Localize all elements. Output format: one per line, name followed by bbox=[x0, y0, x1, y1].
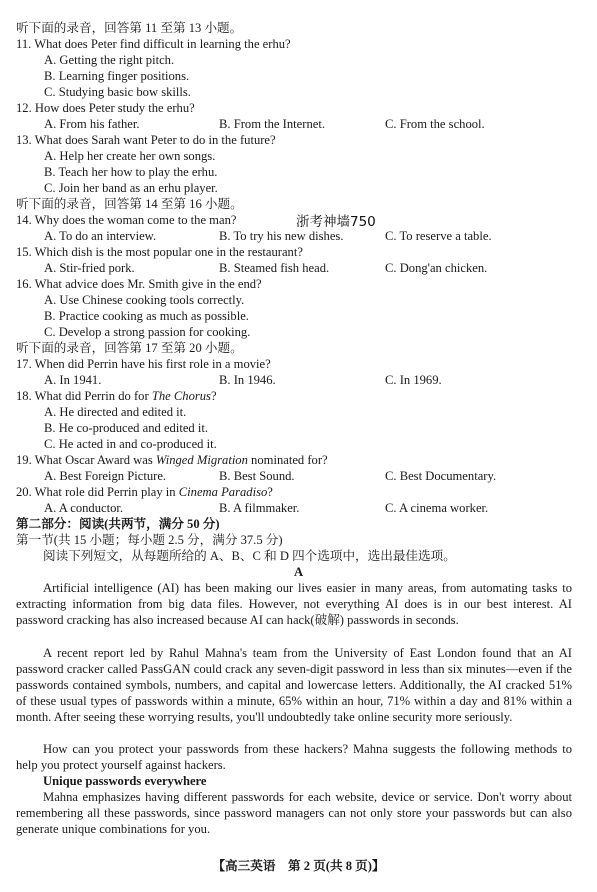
question-14-options bbox=[0, 228, 597, 244]
question-14-stem: 14. Why does the woman come to the man? bbox=[16, 213, 237, 227]
question-13-option-b: B. Teach her how to play the erhu. bbox=[44, 165, 218, 179]
question-11-option-c: C. Studying basic bow skills. bbox=[44, 85, 191, 99]
question-18-option-b: B. He co-produced and edited it. bbox=[44, 421, 209, 435]
question-13-option-a: A. Help her create her own songs. bbox=[44, 149, 216, 163]
question-12-stem: 12. How does Peter study the erhu? bbox=[16, 101, 195, 115]
question-16-option-b: B. Practice cooking as much as possible. bbox=[44, 309, 249, 323]
question-15-stem: 15. Which dish is the most popular one in the restaurant? bbox=[16, 245, 303, 259]
question-18-option-a: A. He directed and edited it. bbox=[44, 405, 187, 419]
question-15-options bbox=[0, 260, 597, 276]
section-heading-14-16: 听下面的录音，回答第 14 至第 16 小题。 bbox=[16, 197, 243, 211]
question-17-options bbox=[0, 372, 597, 388]
question-19-stem-text: 19. What Oscar Award was bbox=[16, 453, 156, 467]
question-13-option-c: C. Join her band as an erhu player. bbox=[44, 181, 218, 195]
section-heading-11-13: 听下面的录音，回答第 11 至第 13 小题。 bbox=[16, 21, 243, 35]
question-18-option-c: C. He acted in and co-produced it. bbox=[44, 437, 217, 451]
question-15-option-c: C. Dong'an chicken. bbox=[385, 261, 488, 275]
passage-paragraph-1: Artificial intelligence (AI) has been making our lives easier in many areas, from automating tasks to extracting information from big data files. However, not everything AI does is in our best interest. AI password cracking has also increased because AI can hack(破解) passwords in seconds. bbox=[16, 581, 572, 628]
question-20-stem-end: ? bbox=[267, 485, 273, 499]
question-20-options bbox=[0, 500, 597, 516]
part-two-title: 第二部分：阅读(共两节，满分 50 分) bbox=[16, 517, 220, 531]
question-14-option-c: C. To reserve a table. bbox=[385, 229, 492, 243]
question-18-film-title: The Chorus bbox=[151, 389, 211, 403]
passage-subheading: Unique passwords everywhere bbox=[43, 774, 207, 788]
question-20-stem-text: 20. What role did Perrin play in bbox=[16, 485, 179, 499]
question-19-film-title: Winged Migration bbox=[155, 453, 248, 467]
question-17-option-b: B. In 1946. bbox=[219, 373, 276, 387]
passage-paragraph-3: How can you protect your passwords from these hackers? Mahna suggests the following methods to help you protect yourself against hackers. bbox=[16, 742, 572, 773]
question-19-stem bbox=[16, 452, 585, 468]
page-footer: 【高三英语 第 2 页(共 8 页)】 bbox=[212, 859, 385, 873]
question-13-stem: 13. What does Sarah want Peter to do in the future? bbox=[16, 133, 276, 147]
question-18-stem-text: 18. What did Perrin do for bbox=[16, 389, 152, 403]
question-18-stem-end: ? bbox=[210, 389, 217, 403]
question-17-stem: 17. When did Perrin have his first role in a movie? bbox=[16, 357, 271, 371]
question-16-option-c: C. Develop a strong passion for cooking. bbox=[44, 325, 251, 339]
question-20-film-title: Cinema Paradiso bbox=[178, 485, 268, 499]
part-two-section-one: 第一节(共 15 小题；每小题 2.5 分，满分 37.5 分) bbox=[16, 533, 283, 547]
question-11-stem: 11. What does Peter find difficult in learning the erhu? bbox=[16, 37, 291, 51]
question-15-option-b: B. Steamed fish head. bbox=[219, 261, 330, 275]
section-heading-17-20: 听下面的录音，回答第 17 至第 20 小题。 bbox=[16, 341, 243, 355]
question-15-option-a: A. Stir-fried pork. bbox=[44, 261, 135, 275]
passage-paragraph-4: Mahna emphasizes having different passwords for each website, device or service. Don't worry about remembering all these passwords, since password managers can not only store your passwords but can also generate unique combinations for you. bbox=[16, 790, 572, 837]
question-17-option-c: C. In 1969. bbox=[385, 373, 442, 387]
question-19-option-b: B. Best Sound. bbox=[219, 469, 295, 483]
question-14-option-a: A. To do an interview. bbox=[44, 229, 157, 243]
question-12-options bbox=[0, 116, 597, 132]
passage-letter: A bbox=[293, 565, 304, 579]
question-12-option-b: B. From the Internet. bbox=[219, 117, 325, 131]
question-12-option-c: C. From the school. bbox=[385, 117, 485, 131]
passage-paragraph-2: A recent report led by Rahul Mahna's team from the University of East London found that an AI password cracker called PassGAN could crack any seven-digit password in less than six minutes—even if the passwords contained symbols, numbers, and capital and lowercase letters. Additionally, the AI cracked 51% of these usual types of passwords within a minute, 65% within an hour, 71% within a day and 81% within a month. After seeing these worrying results, you'll undoubtedly take online security more seriously. bbox=[16, 646, 572, 725]
question-18-stem bbox=[16, 388, 585, 404]
watermark-text: 浙考神墙750 bbox=[296, 214, 376, 230]
question-20-option-b: B. A filmmaker. bbox=[219, 501, 300, 515]
question-11-option-b: B. Learning finger positions. bbox=[44, 69, 190, 83]
question-14-option-b: B. To try his new dishes. bbox=[219, 229, 344, 243]
reading-instruction: 阅读下列短文，从每题所给的 A、B、C 和 D 四个选项中，选出最佳选项。 bbox=[43, 549, 456, 563]
question-20-option-c: C. A cinema worker. bbox=[385, 501, 489, 515]
question-17-option-a: A. In 1941. bbox=[44, 373, 102, 387]
question-16-stem: 16. What advice does Mr. Smith give in the end? bbox=[16, 277, 262, 291]
question-11-option-a: A. Getting the right pitch. bbox=[44, 53, 175, 67]
question-20-stem bbox=[16, 484, 585, 500]
question-19-options bbox=[0, 468, 597, 484]
question-19-option-c: C. Best Documentary. bbox=[385, 469, 497, 483]
question-16-option-a: A. Use Chinese cooking tools correctly. bbox=[44, 293, 245, 307]
question-19-option-a: A. Best Foreign Picture. bbox=[44, 469, 167, 483]
question-19-stem-end: nominated for? bbox=[247, 453, 328, 467]
question-12-option-a: A. From his father. bbox=[44, 117, 140, 131]
question-20-option-a: A. A conductor. bbox=[44, 501, 124, 515]
